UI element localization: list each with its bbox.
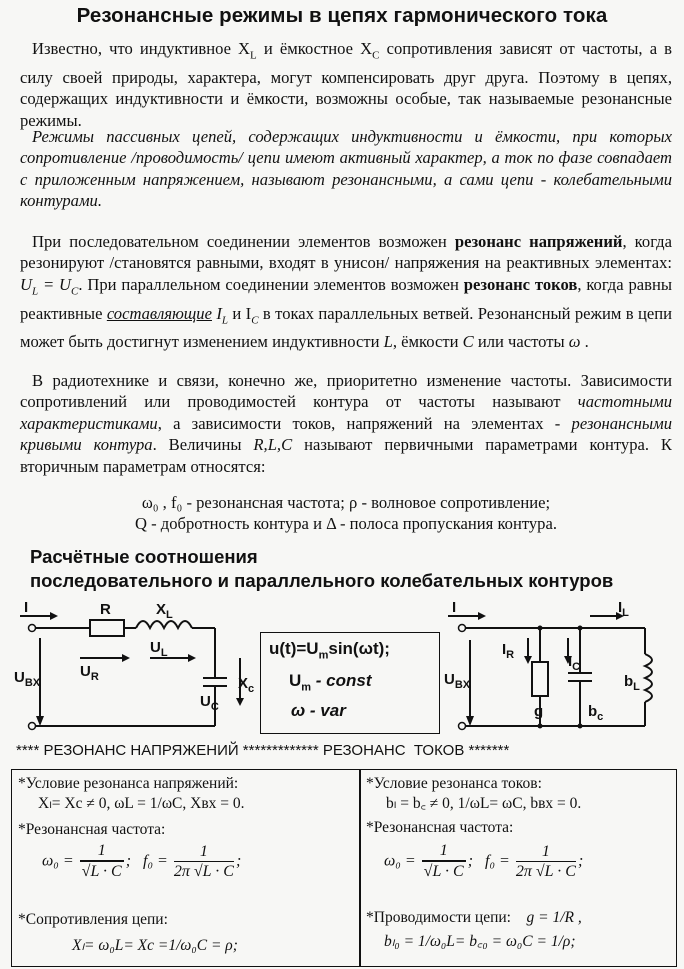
left-cond-title: *Условие резонанса напряжений:	[18, 775, 239, 792]
formula-table	[11, 769, 677, 967]
label-i-series: I	[24, 599, 29, 616]
left-imp-title: *Сопротивления цепи:	[18, 911, 168, 928]
label-bl: $b_L$	[624, 673, 640, 693]
paragraph-definition: Режимы пассивных цепей, содержащих индуктивности и ёмкости, при которых сопротивление /проводимость/ цепи имеют активный характер, а ток по фазе совпадает с приложенным напряжением, называют резонансными, а сами цепи - колебательными контурами.	[20, 127, 672, 211]
page-title: Резонансные режимы в цепях гармонического тока	[76, 4, 608, 27]
source-formula-box	[260, 632, 440, 734]
label-il: $I_L$	[618, 599, 629, 619]
params-line-2: Q - добротность контура и Δ - полоса пропускания контура.	[135, 514, 557, 533]
paragraph-intro: Известно, что индуктивное $X_L$ и ёмкостное $X_C$ сопротивления зависят от частоты, а в силу своей природы, характера, могут компенсировать друг друга. Поэтому в цепях, содержащих индуктивности и ёмкости, возможны особые, так называемые резонансные режимы.	[20, 39, 673, 130]
right-b: bₗ₀ = 1/ω₀L= b꜀₀ = ω₀C = 1/ρ;	[384, 933, 576, 950]
parallel-circuit-diagram	[440, 598, 680, 738]
label-g: g	[534, 703, 544, 720]
right-cond-title: *Условие резонанса токов:	[366, 775, 542, 792]
label-i-parallel: I	[452, 599, 457, 616]
label-ur: $U_R$	[80, 663, 99, 683]
resonance-banner: **** РЕЗОНАНС НАПРЯЖЕНИЙ ************* РЕЗОНАНС ТОКОВ *******	[16, 742, 510, 759]
subtitle-2: последовательного и параллельного колебательных контуров	[30, 570, 614, 591]
params-line-1: ω₀ , f₀ - резонансная частота; ρ - волновое сопротивление;	[141, 493, 551, 512]
label-uc: $U_C$	[200, 693, 219, 713]
label-ir: $I_R$	[502, 641, 515, 661]
label-ubx-series: $U_{BX}$	[14, 669, 41, 689]
label-bc: $b_c$	[588, 703, 604, 723]
formula-source: $u(t)=U_m\sin(\omega t)$;	[269, 639, 390, 662]
right-cond: bₗ = b꜀ ≠ 0, 1/ωL= ωC, bвх = 0.	[386, 795, 582, 812]
label-xl: $X_L$	[156, 601, 173, 621]
formula-frequency: ω - var	[291, 701, 346, 720]
paragraph-characteristics: В радиотехнике и связи, конечно же, приоритетно изменение частоты. Зависимости сопротивлений или проводимостей контура от частоты называют частотными характеристиками, а зависимости токов, напряжений на элементах - резонансными кривыми контура. Величины R,L,C называют первичными параметрами контура. К вторичным параметрам относятся:	[20, 371, 672, 476]
formula-amplitude: $U_m$ - const	[289, 671, 372, 694]
label-ul: $U_L$	[150, 639, 168, 659]
right-freq-formula: ω₀ = $\frac{1}{√L \cdot C}$ ; f₀ = $\frac{1}{2\pi √L \cdot C}$ ;	[384, 842, 584, 880]
label-xc: $X_c$	[238, 675, 255, 695]
left-freq-formula: ω₀ = $\frac{1}{√L \cdot C}$ ; f₀ = $\frac{1}{2\pi √L \cdot C}$ ;	[42, 842, 242, 880]
series-circuit-diagram	[10, 598, 260, 738]
subtitle-1: Расчётные соотношения	[30, 546, 258, 567]
left-cond: Xₗ= Xc ≠ 0, ωL = 1/ωC, Xвх = 0.	[38, 795, 245, 812]
left-imp: Xₗ= ω₀L= Xc =1/ω₀C = ρ;	[72, 937, 238, 954]
label-r: R	[100, 601, 111, 618]
left-freq-title: *Резонансная частота:	[18, 821, 166, 838]
right-g-title: *Проводимости цепи: g = 1/R ,	[366, 909, 582, 926]
label-ubx-parallel: $U_{BX}$	[444, 671, 471, 691]
label-ic: $I_C$	[568, 653, 581, 673]
right-freq-title: *Резонансная частота:	[366, 819, 514, 836]
table-divider	[359, 770, 361, 966]
paragraph-resonance-types: При последовательном соединении элементов возможен резонанс напряжений, когда резонируют /становятся равными, входят в унисон/ напряжения на реактивных элементах: $U_L = U_C$. При параллельном соединении элементов возможен резонанс токов, когда равны реактивные составляющие $I_L$ и $I_C$ в токах параллельных ветвей. Резонансный режим в цепи может быть достигнут изменением индуктивности L, ёмкости C или частоты ω .	[20, 232, 672, 352]
